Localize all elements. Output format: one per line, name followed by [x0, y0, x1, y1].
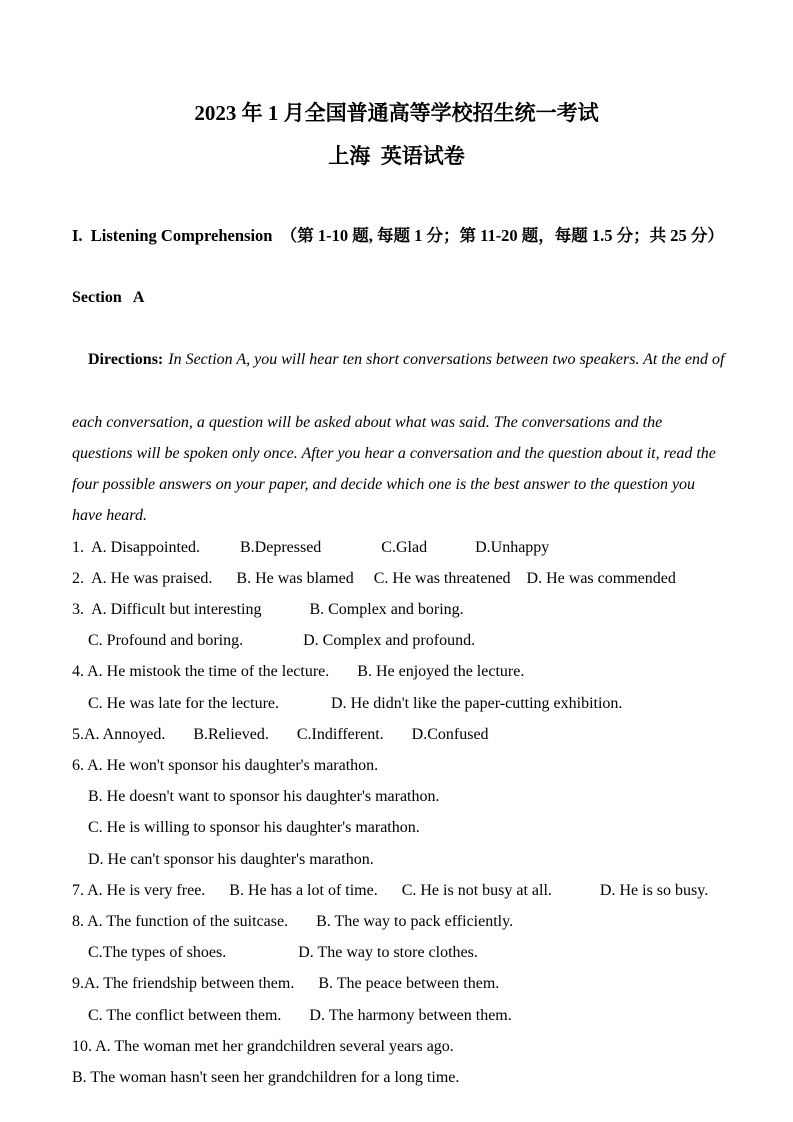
exam-title-line-1: 2023 年 1 月全国普通高等学校招生统一考试: [194, 101, 599, 125]
question-3-options-ab: 3. A. Difficult but interesting B. Complex and boring.: [72, 601, 464, 619]
question-4-options-ab: 4. A. He mistook the time of the lecture. B. He enjoyed the lecture.: [72, 663, 525, 681]
question-5-options: 5.A. Annoyed. B.Relieved. C.Indifferent. D.Confused: [72, 725, 489, 743]
directions-label: Directions:: [88, 351, 164, 369]
exam-title-line-2: 上海 英语试卷: [328, 144, 465, 168]
question-6-option-c: C. He is willing to sponsor his daughter's marathon.: [72, 819, 420, 837]
question-9-options-cd: C. The conflict between them. D. The harmony between them.: [72, 1006, 512, 1024]
directions-line-1: [72, 313, 725, 407]
directions-line-3: questions will be spoken only once. After you hear a conversation and the question about it, read the: [72, 445, 716, 463]
question-8-options-ab: 8. A. The function of the suitcase. B. The way to pack efficiently.: [72, 913, 514, 931]
question-6-option-d: D. He can't sponsor his daughter's marathon.: [72, 850, 374, 868]
question-1-options: 1. A. Disappointed. B.Depressed C.Glad D.Unhappy: [72, 538, 550, 556]
directions-text-1: In Section A, you will hear ten short conversations between two speakers. At the end of: [168, 351, 725, 369]
directions-line-4: four possible answers on your paper, and decide which one is the best answer to the question you: [72, 476, 696, 494]
question-6-option-b: B. He doesn't want to sponsor his daughter's marathon.: [72, 788, 440, 806]
question-8-options-cd: C.The types of shoes. D. The way to store clothes.: [72, 944, 478, 962]
part-heading-listening-comprehension: I. Listening Comprehension （第 1-10 题, 每题 1 分；第 11-20 题，每题 1.5 分；共 25 分）: [72, 226, 724, 245]
question-2-options: 2. A. He was praised. B. He was blamed C. He was threatened D. He was commended: [72, 569, 676, 587]
directions-line-5: have heard.: [72, 507, 147, 525]
directions-line-2: each conversation, a question will be asked about what was said. The conversations and the: [72, 413, 663, 431]
section-a-label: Section A: [72, 289, 145, 306]
question-9-options-ab: 9.A. The friendship between them. B. The peace between them.: [72, 975, 500, 993]
question-3-options-cd: C. Profound and boring. D. Complex and profound.: [72, 632, 476, 650]
question-10-option-b: B. The woman hasn't seen her grandchildren for a long time.: [72, 1069, 460, 1087]
question-6-option-a: 6. A. He won't sponsor his daughter's marathon.: [72, 757, 379, 775]
question-7-options: 7. A. He is very free. B. He has a lot of time. C. He is not busy at all. D. He is so busy.: [72, 881, 709, 899]
question-4-options-cd: C. He was late for the lecture. D. He didn't like the paper-cutting exhibition.: [72, 694, 623, 712]
question-10-option-a: 10. A. The woman met her grandchildren several years ago.: [72, 1037, 454, 1055]
